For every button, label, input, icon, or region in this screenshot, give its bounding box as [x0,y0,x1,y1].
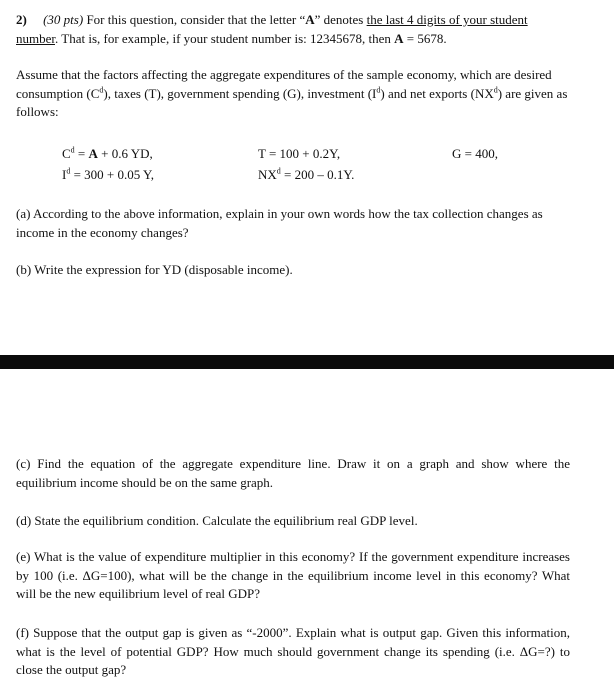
part-a: (a) According to the above information, explain in your own words how the tax collection changes as income in the economy changes? [16,206,543,240]
intro-text-c: . That is, for example, if your student number is: 12345678, then [55,30,395,46]
intro-text-a: For this question, consider that the letter “ [86,12,306,27]
intro-text-b: ” denotes [314,12,367,27]
part-d: (d) State the equilibrium condition. Calculate the equilibrium real GDP level. [16,513,418,528]
question-number: 2) [16,12,27,27]
sup-investment: d [376,85,381,95]
sup-netexports: d [493,85,498,95]
intro-letter: A [305,12,315,27]
assumption-text-d: ) are given as follows: [16,85,568,119]
assumption-paragraph [16,66,570,122]
equation-government: G = 400, [452,146,498,161]
sup-consumption: d [99,85,104,95]
equation-consumption: $C^d = A + 0.6$ YD, [62,145,153,161]
assumption-text-a: Assume that the factors affecting the aggregate expenditures of the sample economy, which are desired consumption (C [16,67,552,101]
example-value: = 5678. [403,30,447,46]
page-divider [0,355,614,369]
part-c: (c) Find the equation of the aggregate expenditure line. Draw it on a graph and show where the equilibrium income should be on the same graph. [16,456,570,490]
equation-investment: $I^d = 300 + 0.05$ Y, [62,166,154,182]
part-f: (f) Suppose that the output gap is given as “-2000”. Explain what is output gap. Given this information, what is the level of potential GDP? How much should government change its spending (i.e. ΔG=?) to close the output gap? [16,625,570,677]
part-b: (b) Write the expression for YD (disposable income). [16,262,293,277]
equation-taxes: T = 100 + 0.2Y, [258,146,341,161]
assumption-text-c: ) and net exports (NX [380,85,494,101]
assumption-text-b: ), taxes (T), government spending (G), investment (I [103,85,377,101]
example-letter: A [394,30,404,46]
part-e: (e) What is the value of expenditure multiplier in this economy? If the government expenditure increases by 100 (i.e. ΔG=100), what will be the change in the equilibrium income level in this economy? What will be the new equilibrium level of real GDP? [16,549,570,601]
intro-underlined-1: the last 4 digits of your student [366,12,528,27]
intro-underlined-2: number [16,30,55,46]
question-points: (30 pts) [43,12,84,27]
equation-net-exports: $NX^d = 200 - 0.1Y$. [258,166,355,182]
question-intro [16,11,570,48]
